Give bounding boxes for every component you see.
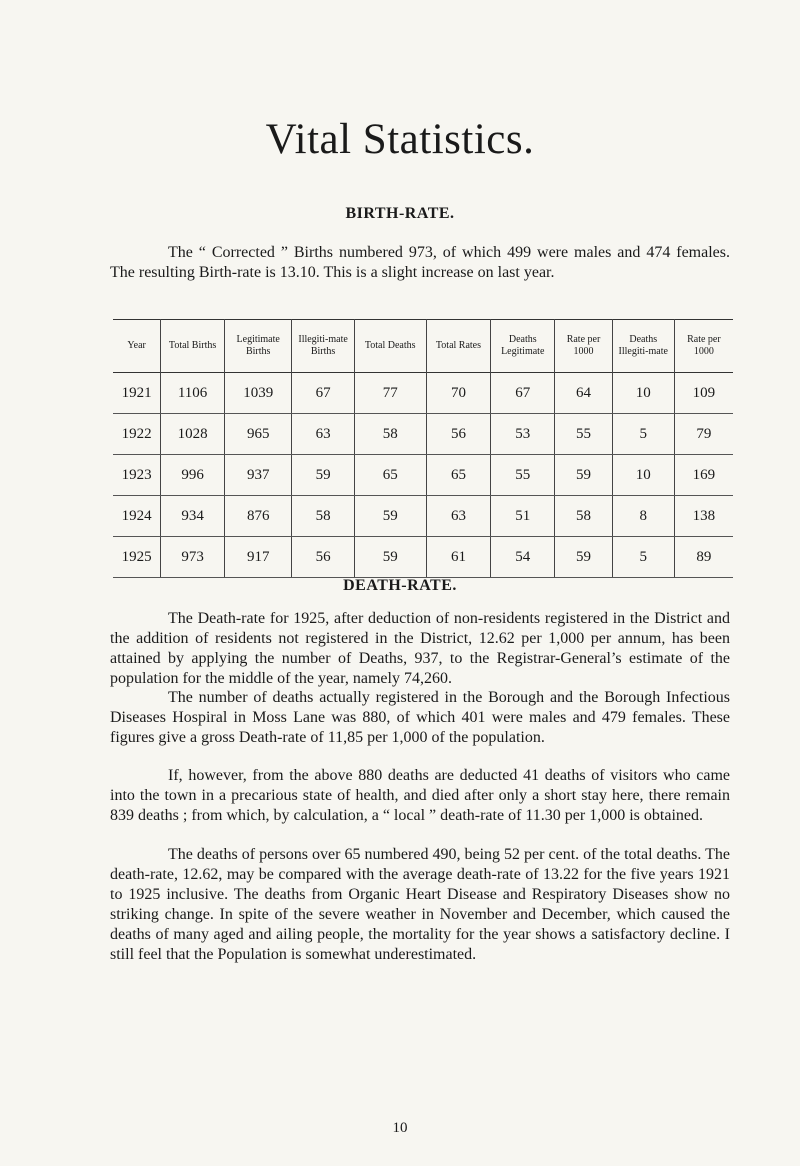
table-row <box>113 455 733 496</box>
table-cell: 1028 <box>161 414 225 455</box>
col-header-illegitimate-births: Illegiti-mate Births <box>292 320 354 373</box>
page-number: 10 <box>392 1120 408 1136</box>
table-cell: 59 <box>555 537 612 578</box>
col-header-total-rates: Total Rates <box>426 320 490 373</box>
table-cell: 138 <box>674 496 733 537</box>
table-cell: 79 <box>674 414 733 455</box>
table-cell: 53 <box>491 414 555 455</box>
table-cell: 64 <box>555 373 612 414</box>
col-header-legitimate-births: Legitimate Births <box>224 320 292 373</box>
table-cell: 5 <box>612 537 674 578</box>
table-cell: 65 <box>354 455 426 496</box>
table-cell: 59 <box>354 537 426 578</box>
table-cell: 937 <box>224 455 292 496</box>
table-cell: 1922 <box>113 414 161 455</box>
table-cell: 51 <box>491 496 555 537</box>
col-header-deaths-illegitimate: Deaths Illegiti-mate <box>612 320 674 373</box>
death-rate-paragraph-1: The Death-rate for 1925, after deduction of non-residents registered in the District and the addition of residents not registered in the District, 12.62 per 1,000 per annum, has been attained by applying the number of Deaths, 937, to the Registrar-General’s estimate of the population for the middle of the year, namely 74,260. <box>110 610 730 687</box>
table-cell: 54 <box>491 537 555 578</box>
table-cell: 56 <box>426 414 490 455</box>
table-cell: 67 <box>292 373 354 414</box>
birth-rate-heading: BIRTH-RATE. <box>345 205 455 222</box>
table-cell: 973 <box>161 537 225 578</box>
birth-rate-paragraph: The “ Corrected ” Births numbered 973, of which 499 were males and 474 females. The resulting Birth-rate is 13.10. This is a slight increase on last year. <box>110 244 730 281</box>
col-header-total-deaths: Total Deaths <box>354 320 426 373</box>
page-title: Vital Statistics. <box>265 116 535 163</box>
col-header-year: Year <box>127 340 146 351</box>
table-cell: 5 <box>612 414 674 455</box>
table-cell: 1924 <box>113 496 161 537</box>
table-cell: 1039 <box>224 373 292 414</box>
table-cell: 89 <box>674 537 733 578</box>
table-cell: 8 <box>612 496 674 537</box>
table-cell: 917 <box>224 537 292 578</box>
table-cell: 996 <box>161 455 225 496</box>
death-rate-heading: DEATH-RATE. <box>343 577 457 594</box>
death-rate-paragraph-2: The number of deaths actually registered in the Borough and the Borough Infectious Diseases Hospiral in Moss Lane was 880, of which 401 were males and 479 females. These figures give a gross Death-rate of 11,85 per 1,000 of the population. <box>110 689 730 746</box>
table-cell: 65 <box>426 455 490 496</box>
table-cell: 10 <box>612 373 674 414</box>
table-cell: 59 <box>555 455 612 496</box>
table-cell: 965 <box>224 414 292 455</box>
table-row <box>113 414 733 455</box>
table-row <box>113 496 733 537</box>
table-cell: 58 <box>354 414 426 455</box>
table-row <box>113 537 733 578</box>
table-cell: 61 <box>426 537 490 578</box>
table-cell: 70 <box>426 373 490 414</box>
table-cell: 58 <box>292 496 354 537</box>
table-cell: 55 <box>555 414 612 455</box>
table-cell: 59 <box>354 496 426 537</box>
table-cell: 58 <box>555 496 612 537</box>
table-cell: 59 <box>292 455 354 496</box>
col-header-rate-per-1000: Rate per 1000 <box>555 320 612 373</box>
table-cell: 55 <box>491 455 555 496</box>
vital-statistics-table <box>113 319 733 578</box>
table-cell: 1921 <box>113 373 161 414</box>
table-cell: 169 <box>674 455 733 496</box>
death-rate-paragraph-3: If, however, from the above 880 deaths are deducted 41 deaths of visitors who came into the town in a precarious state of health, and died after only a short stay here, there remain 839 deaths ; from which, by calculation, a “ local ” death-rate of 11.30 per 1,000 is obtained. <box>110 767 730 824</box>
table-cell: 63 <box>292 414 354 455</box>
table-cell: 56 <box>292 537 354 578</box>
table-row <box>113 373 733 414</box>
col-header-total-births: Total Births <box>161 320 225 373</box>
table-cell: 10 <box>612 455 674 496</box>
table-cell: 1106 <box>161 373 225 414</box>
table-cell: 63 <box>426 496 490 537</box>
table-cell: 77 <box>354 373 426 414</box>
table-cell: 934 <box>161 496 225 537</box>
table-header-row <box>113 320 733 373</box>
table-cell: 67 <box>491 373 555 414</box>
death-rate-paragraph-4: The deaths of persons over 65 numbered 490, being 52 per cent. of the total deaths. The death-rate, 12.62, may be compared with the average death-rate of 13.22 for the five years 1921 to 1925 inclusive. The deaths from Organic Heart Disease and Respiratory Diseases show no striking change. In spite of the severe weather in November and December, which caused the deaths of many aged and ailing people, the mortality for the year shows a satisfactory decline. I still feel that the Population is somewhat underestimated. <box>110 846 730 963</box>
table-cell: 1923 <box>113 455 161 496</box>
table-cell: 876 <box>224 496 292 537</box>
table-cell: 109 <box>674 373 733 414</box>
table-cell: 1925 <box>113 537 161 578</box>
col-header-deaths-legitimate: Deaths Legitimate <box>491 320 555 373</box>
col-header-rate-per-1000-illegitimate: Rate per 1000 <box>674 320 733 373</box>
